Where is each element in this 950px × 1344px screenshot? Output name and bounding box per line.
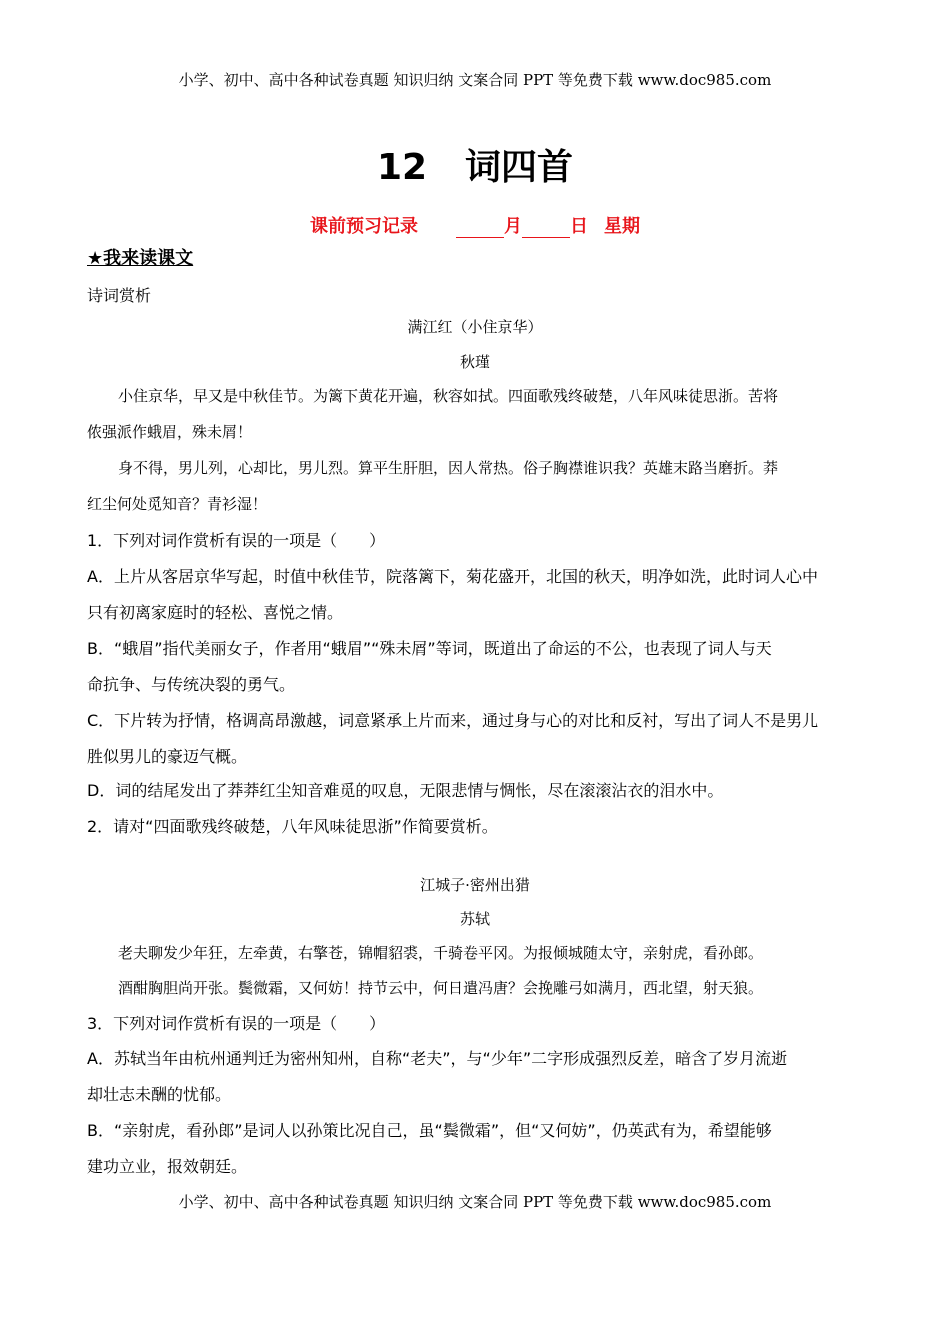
section-heading: ★我来读课文 (87, 248, 194, 269)
poem1-line: 侬强派作蛾眉，殊未屑！ (87, 423, 253, 441)
question-line: 命抗争、与传统决裂的勇气。 (87, 675, 296, 694)
question-line: 1．下列对词作赏析有误的一项是（ ） (87, 531, 386, 550)
poem2-author: 苏轼 (459, 910, 490, 928)
question-line: 3．下列对词作赏析有误的一项是（ ） (87, 1014, 386, 1033)
poem1-line: 身不得，男儿列，心却比，男儿烈。算平生肝胆，因人常热。俗子胸襟谁识我？英雄末路当磨折。莽 (118, 459, 779, 477)
month-label: 月 (504, 216, 522, 237)
poem2-line: 老夫聊发少年狂，左牵黄，右擎苍，锦帽貂裘，千骑卷平冈。为报倾城随太守，亲射虎，看孙郎。 (118, 944, 764, 962)
poem1-title: 满江红（小住京华） (407, 318, 543, 336)
page-footer: 小学、初中、高中各种试卷真题 知识归纳 文案合同 PPT 等免费下载 www.doc985.com (178, 1193, 772, 1211)
day-label: 日 (570, 216, 588, 237)
preview-record-label: 课前预习记录 (310, 216, 418, 237)
page-title (0, 146, 950, 190)
question-line: A．上片从客居京华写起，时值中秋佳节，院落篱下，菊花盛开，北国的秋天，明净如洗，此时词人心中 (87, 567, 818, 586)
question-line: 建功立业，报效朝廷。 (87, 1157, 248, 1176)
question-line: 只有初离家庭时的轻松、喜悦之情。 (87, 603, 344, 622)
week-label: 星期 (604, 216, 640, 237)
question-line: 2．请对“四面歌残终破楚，八年风味徒思浙”作简要赏析。 (87, 817, 498, 836)
page-header: 小学、初中、高中各种试卷真题 知识归纳 文案合同 PPT 等免费下载 www.doc985.com (178, 71, 772, 89)
section-intro: 诗词赏析 (87, 286, 152, 305)
poem1-line: 红尘何处觅知音？青衫湿！ (87, 495, 268, 513)
title-number: 12 (376, 147, 428, 188)
question-line: A．苏轼当年由杭州通判迁为密州知州，自称“老夫”，与“少年”二字形成强烈反差，暗含了岁月流逝 (87, 1049, 788, 1068)
question-line: B．“亲射虎，看孙郎”是词人以孙策比况自己，虽“鬓微霜”，但“又何妨”，仍英武有为，希望能够 (87, 1121, 772, 1140)
poem2-line: 酒酣胸胆尚开张。鬓微霜，又何妨！持节云中，何日遣冯唐？会挽雕弓如满月，西北望，射天狼。 (118, 979, 764, 997)
day-blank[interactable] (522, 220, 570, 238)
month-blank[interactable] (456, 220, 504, 238)
question-line: B．“蛾眉”指代美丽女子，作者用“蛾眉”“殊未屑”等词，既道出了命运的不公，也表现了词人与天 (87, 639, 772, 658)
title-text: 词四首 (465, 147, 574, 188)
poem1-line: 小住京华，早又是中秋佳节。为篱下黄花开遍，秋容如拭。四面歌残终破楚，八年风味徒思浙。苦将 (118, 387, 779, 405)
poem2-title: 江城子·密州出猎 (420, 876, 530, 894)
question-line: D．词的结尾发出了莽莽红尘知音难觅的叹息，无限悲情与惆怅，尽在滚滚沾衣的泪水中。 (87, 781, 724, 800)
preview-record-line (0, 212, 950, 238)
poem1-author: 秋瑾 (459, 353, 490, 371)
question-line: C．下片转为抒情，格调高昂激越，词意紧承上片而来，通过身与心的对比和反衬，写出了词人不是男儿 (87, 711, 819, 730)
question-line: 却壮志未酬的忧郁。 (87, 1085, 232, 1104)
question-line: 胜似男儿的豪迈气概。 (87, 747, 248, 766)
